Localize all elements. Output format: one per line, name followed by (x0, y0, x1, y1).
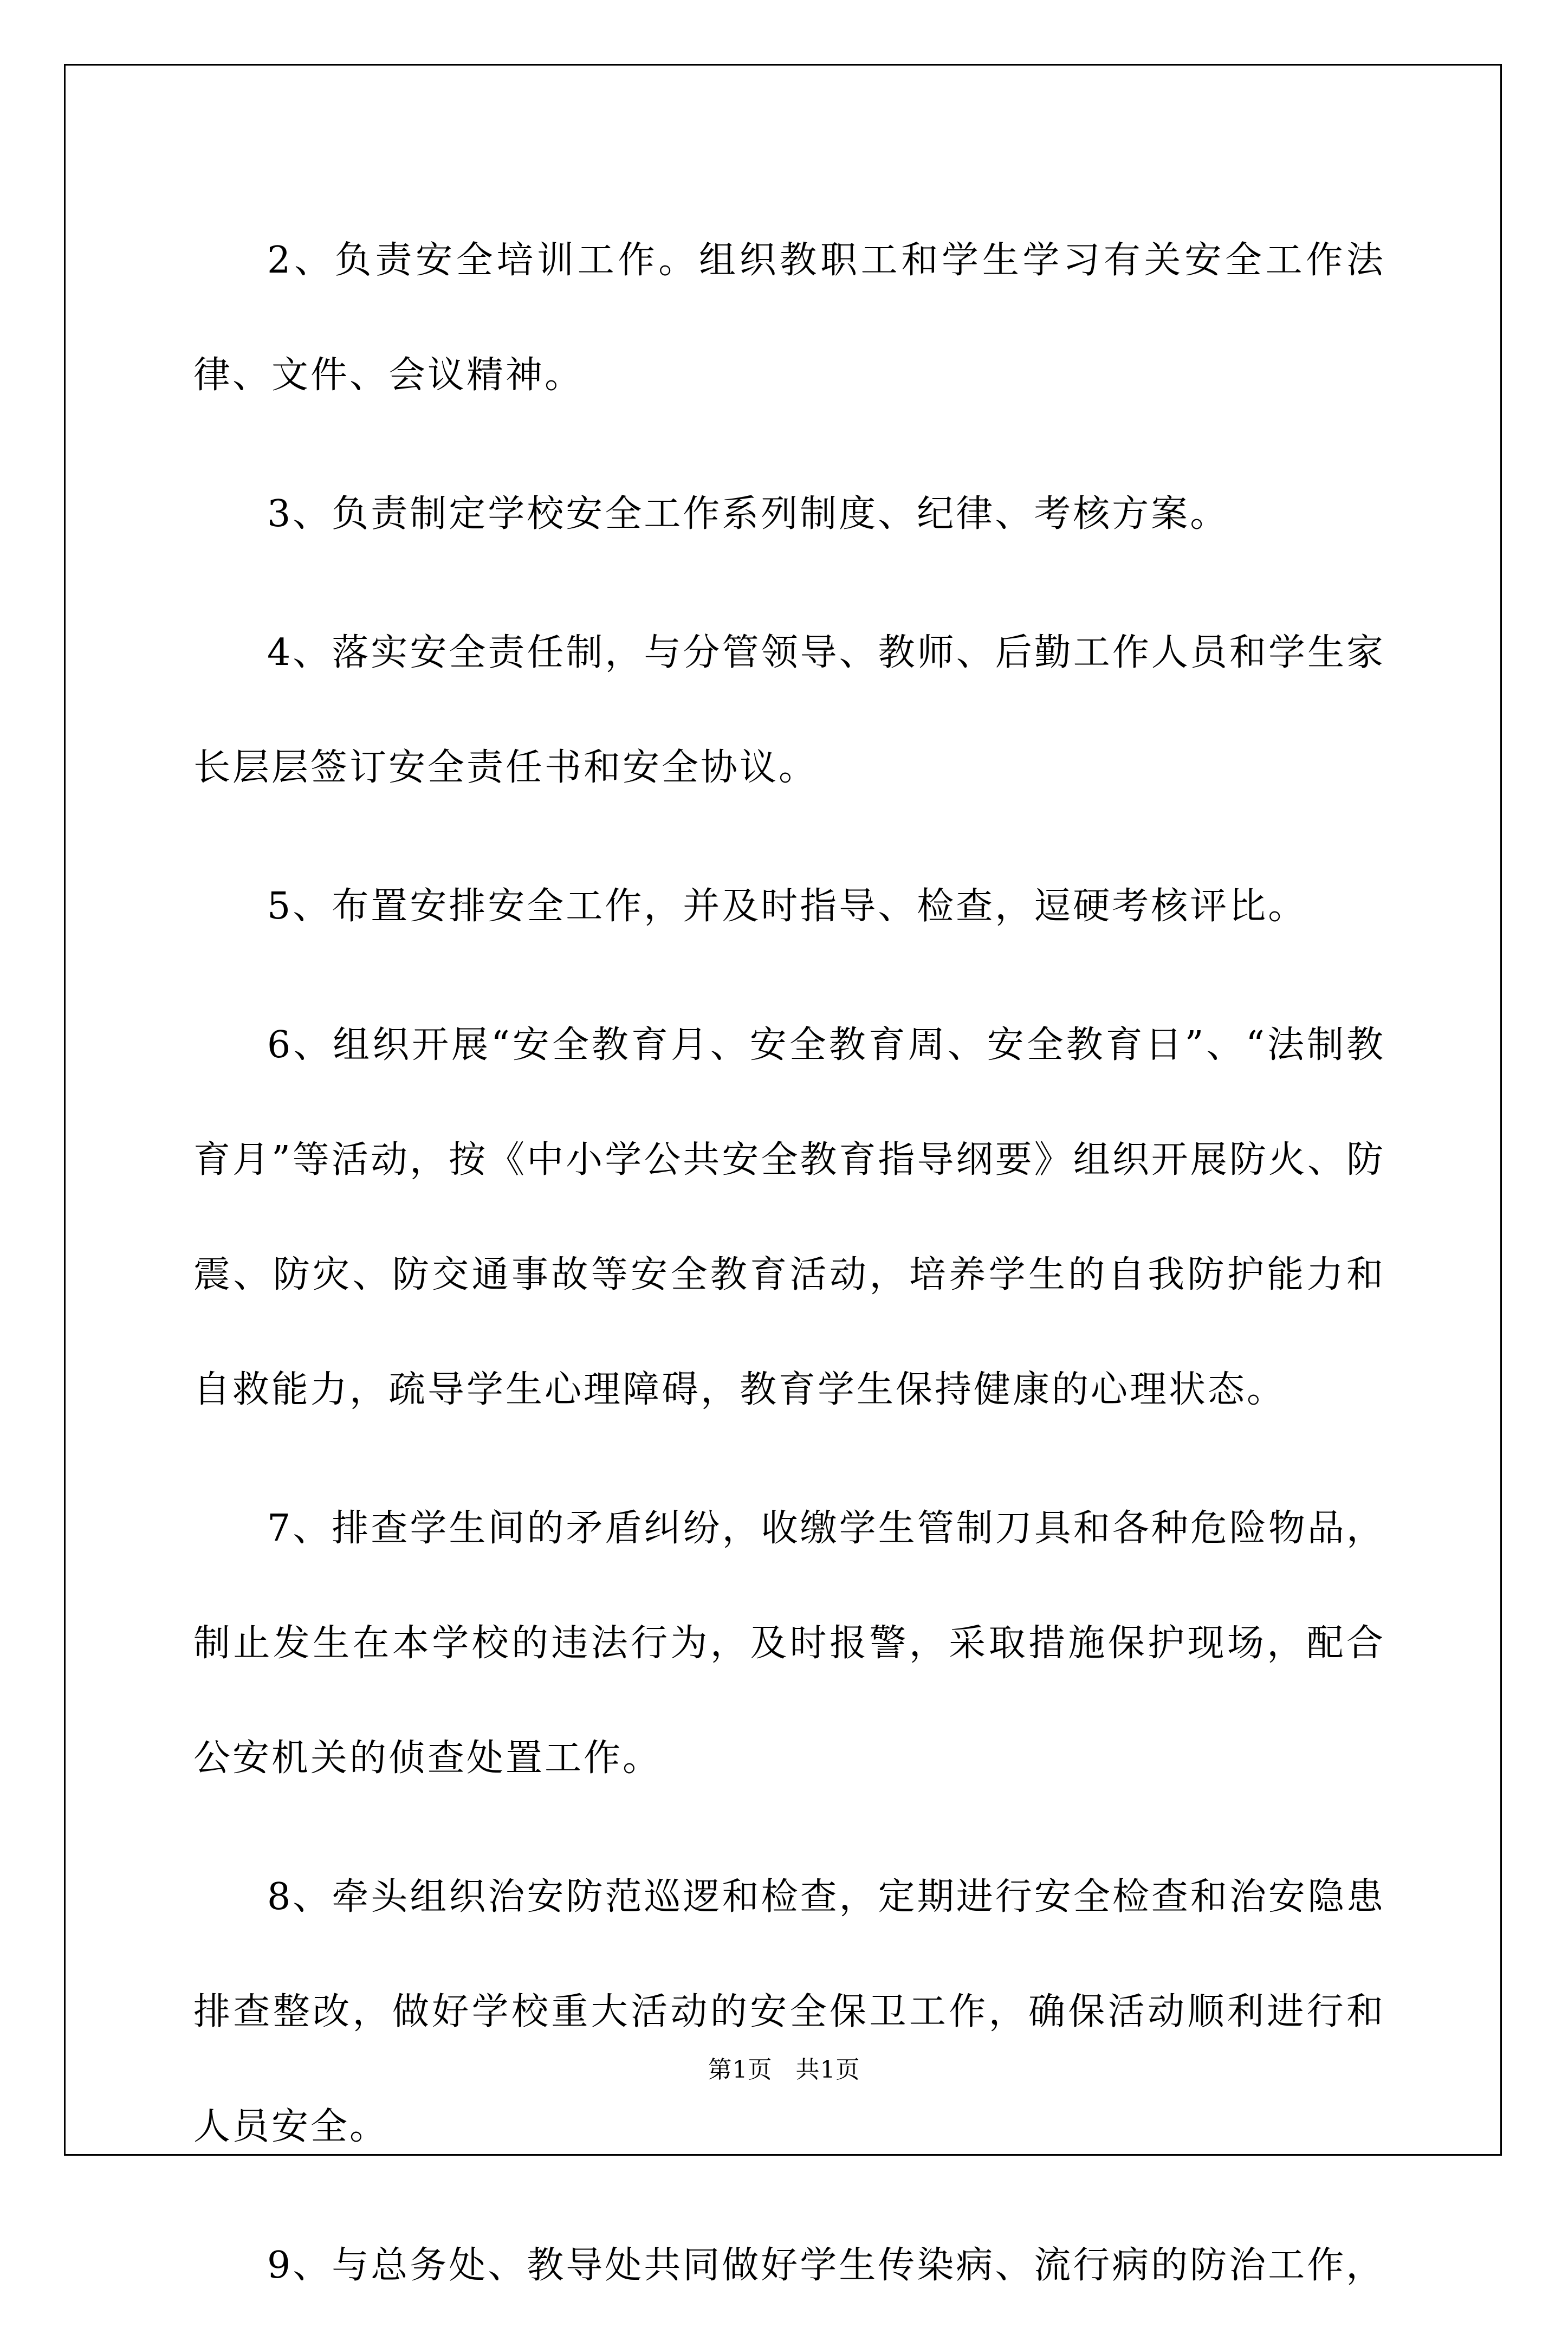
paragraph-7: 7、排查学生间的矛盾纠纷，收缴学生管制刀具和各种危险物品，制止发生在本学校的违法行为，及时报警，采取措施保护现场，配合公安机关的侦查处置工作。 (193, 1507, 1385, 1780)
paragraph-6: 6、组织开展“安全教育月、安全教育周、安全教育日”、“法制教育月”等活动，按《中小学公共安全教育指导纲要》组织开展防火、防震、防灾、防交通事故等安全教育活动，培养学生的自我防护能力和自救能力，疏导学生心理障碍，教育学生保持健康的心理状态。 (193, 1024, 1385, 1411)
paragraph-4: 4、落实安全责任制，与分管领导、教师、后勤工作人员和学生家长层层签订安全责任书和安全协议。 (193, 631, 1385, 789)
document-body (193, 203, 1385, 2347)
paragraph-2: 2、负责安全培训工作。组织教职工和学生学习有关安全工作法律、文件、会议精神。 (193, 239, 1385, 397)
paragraph-5: 5、布置安排安全工作，并及时指导、检查，逗硬考核评比。 (267, 885, 1307, 928)
page-footer (0, 2054, 1568, 2086)
paragraph-9: 9、与总务处、教导处共同做好学生传染病、流行病的防治工作， (267, 2244, 1385, 2287)
page-number: 第1页 (708, 2056, 773, 2084)
page-total: 共1页 (795, 2056, 860, 2084)
paragraph-3: 3、负责制定学校安全工作系列制度、纪律、考核方案。 (267, 493, 1229, 535)
paragraph-8: 8、牵头组织治安防范巡逻和检查，定期进行安全检查和治安隐患排查整改，做好学校重大活动的安全保卫工作，确保活动顺利进行和人员安全。 (193, 1876, 1385, 2148)
